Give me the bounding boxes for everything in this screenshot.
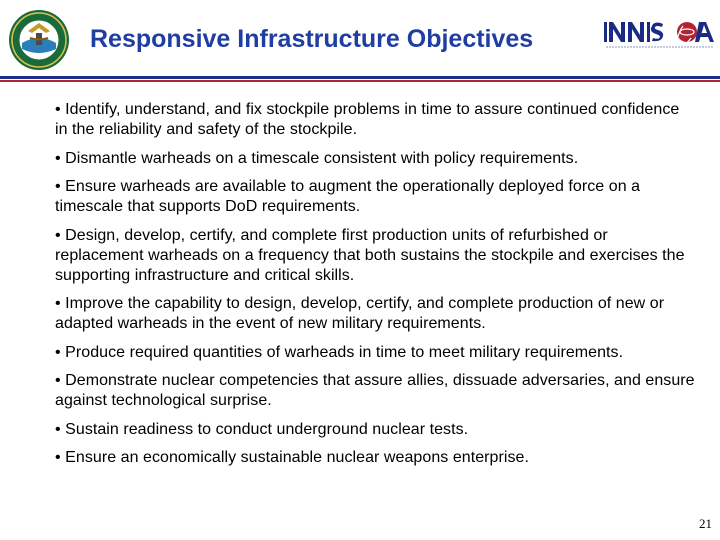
objective-item: • Identify, understand, and fix stockpile problems in time to assure continued confidence in the reliability and safety of the stockpile.	[55, 101, 680, 138]
page-title: Responsive Infrastructure Objectives	[90, 25, 534, 53]
page-number: 21	[699, 516, 712, 531]
nnsa-logo-icon	[601, 18, 717, 52]
objective-item: • Dismantle warheads on a timescale consistent with policy requirements.	[55, 149, 579, 167]
doe-seal-icon	[8, 9, 70, 71]
objective-item: • Demonstrate nuclear competencies that assure allies, dissuade adversaries, and ensure against technological surprise.	[55, 372, 695, 409]
header-rule-blue	[0, 76, 720, 79]
objective-item: • Improve the capability to design, develop, certify, and complete production of new or adapted warheads in the event of new military requirements.	[55, 295, 665, 332]
objective-item: • Ensure warheads are available to augment the operationally deployed force on a timescale that supports DoD requirements.	[55, 178, 641, 215]
objective-item: • Produce required quantities of warheads in time to meet military requirements.	[55, 343, 624, 361]
objective-item: • Sustain readiness to conduct underground nuclear tests.	[55, 420, 469, 438]
objective-item: • Design, develop, certify, and complete first production units of refurbished or replacement warheads on a frequency that both sustains the stockpile and exercises the supporting infrastructure and critical skills.	[55, 226, 685, 284]
objectives-list	[55, 100, 695, 477]
objective-item: • Ensure an economically sustainable nuclear weapons enterprise.	[55, 449, 529, 466]
header-rule-red	[0, 80, 720, 82]
